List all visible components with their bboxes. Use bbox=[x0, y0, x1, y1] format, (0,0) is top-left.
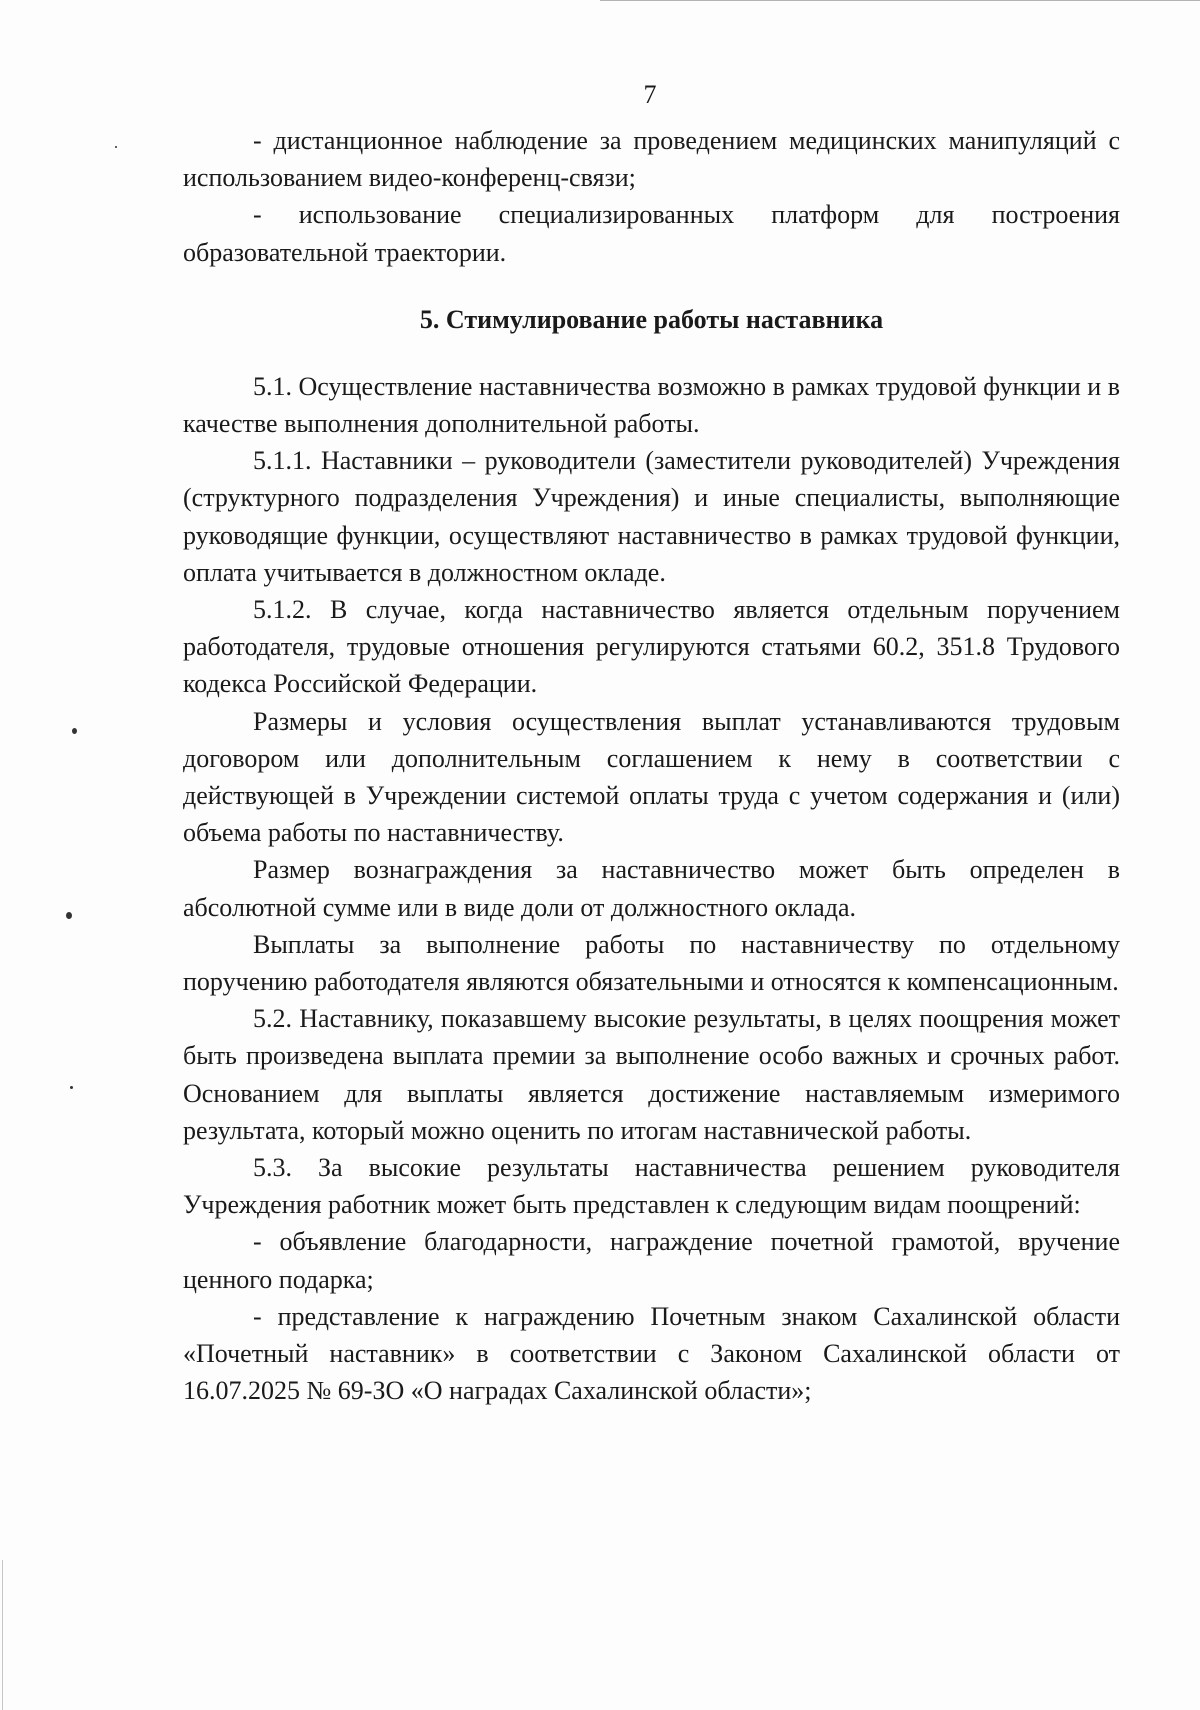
paragraph: - представление к награждению Почетным знаком Сахалинской области «Почетный наставник» в соответствии с Законом Сахалинской области от 16.07.2025 № 69-ЗО «О наградах Сахалинской области»; bbox=[183, 1301, 1120, 1406]
paragraph: 5.2. Наставнику, показавшему высокие результаты, в целях поощрения может быть произведена выплата премии за выполнение особо важных и срочных работ. Основанием для выплаты является достижение наставляемым измеримого результата, который можно оценить по итогам наставнической работы. bbox=[183, 1004, 1120, 1145]
paragraph: 5.1.1. Наставники – руководители (заместители руководителей) Учреждения (структурного подразделения Учреждения) и иные специалисты, выполняющие руководящие функции, осуществляют наставничество в рамках трудовой функции, оплата учитывается в должностном окладе. bbox=[183, 446, 1120, 587]
paragraph: Размеры и условия осуществления выплат устанавливаются трудовым договором или дополнительным соглашением к нему в соответствии с действующей в Учреждении системой оплаты труда с учетом содержания и (или) объема работы по наставничеству. bbox=[183, 706, 1120, 848]
paragraph: - дистанционное наблюдение за проведением медицинских манипуляций с использованием видео-конференц-связи; bbox=[183, 126, 1120, 193]
scan-edge-line bbox=[600, 0, 1200, 1]
paragraph: - объявление благодарности, награждение почетной грамотой, вручение ценного подарка; bbox=[183, 1227, 1120, 1294]
paragraph: Размер вознаграждения за наставничество может быть определен в абсолютной сумме или в виде доли от должностного оклада. bbox=[183, 855, 1120, 922]
paragraph: 5.3. За высокие результаты наставничества решением руководителя Учреждения работник может быть представлен к следующим видам поощрений: bbox=[183, 1153, 1120, 1220]
paragraph: 5.1. Осуществление наставничества возможно в рамках трудовой функции и в качестве выполнения дополнительной работы. bbox=[183, 371, 1120, 439]
page-number: 7 bbox=[643, 80, 657, 109]
paragraph: - использование специализированных платформ для построения образовательной траектории. bbox=[183, 200, 1120, 267]
paragraph: 5.1.2. В случае, когда наставничество является отдельным поручением работодателя, трудовые отношения регулируются статьями 60.2, 351.8 Трудового кодекса Российской Федерации. bbox=[183, 595, 1120, 699]
scan-edge-line bbox=[2, 1560, 3, 1710]
document-body bbox=[183, 122, 1120, 1410]
scan-speck bbox=[70, 1086, 73, 1089]
paragraph: Выплаты за выполнение работы по наставничеству по отдельному поручению работодателя являются обязательными и относятся к компенсационным. bbox=[183, 929, 1120, 997]
scan-speck bbox=[72, 728, 77, 734]
section-heading: 5. Стимулирование работы наставника bbox=[419, 304, 884, 334]
scan-speck bbox=[115, 146, 117, 148]
scan-speck bbox=[66, 912, 72, 919]
